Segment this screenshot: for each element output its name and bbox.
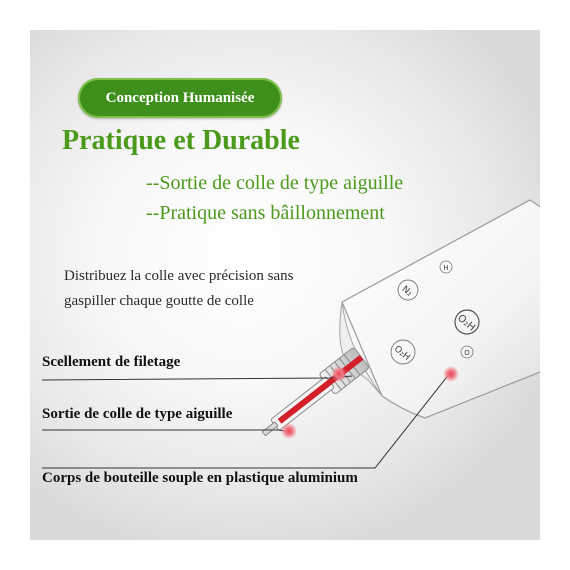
marker-thread [331,366,347,382]
callout-thread-seal: Scellement de filetage [42,354,181,370]
product-image [30,30,540,540]
description-line: Distribuez la colle avec précision sans [64,268,294,284]
needle-channel [278,355,364,424]
description-line: gaspiller chaque goutte de colle [64,293,254,309]
callout-needle-outlet: Sortie de colle de type aiguille [42,406,233,422]
marker-needle [281,423,297,439]
callout-bottle-body: Corps de bouteille souple en plastique aluminium [42,470,358,486]
threaded-nozzle [256,347,370,444]
svg-text:O₂H: O₂H [391,344,412,363]
bottle-body [342,200,540,418]
svg-text:N₂: N₂ [399,284,414,299]
svg-text:O: O [464,349,470,357]
feature-line: --Sortie de colle de type aiguille [146,172,404,194]
leader-line-needle [42,430,292,432]
feature-line: --Pratique sans bâillonnement [146,202,385,224]
svg-text:O₂H: O₂H [455,312,478,334]
feature-badge: Conception Humanisée [78,78,282,118]
marker-body [443,366,459,382]
leader-line-thread [42,376,352,380]
page-title: Pratique et Durable [62,125,300,156]
svg-text:H: H [443,264,449,272]
description [64,264,294,314]
